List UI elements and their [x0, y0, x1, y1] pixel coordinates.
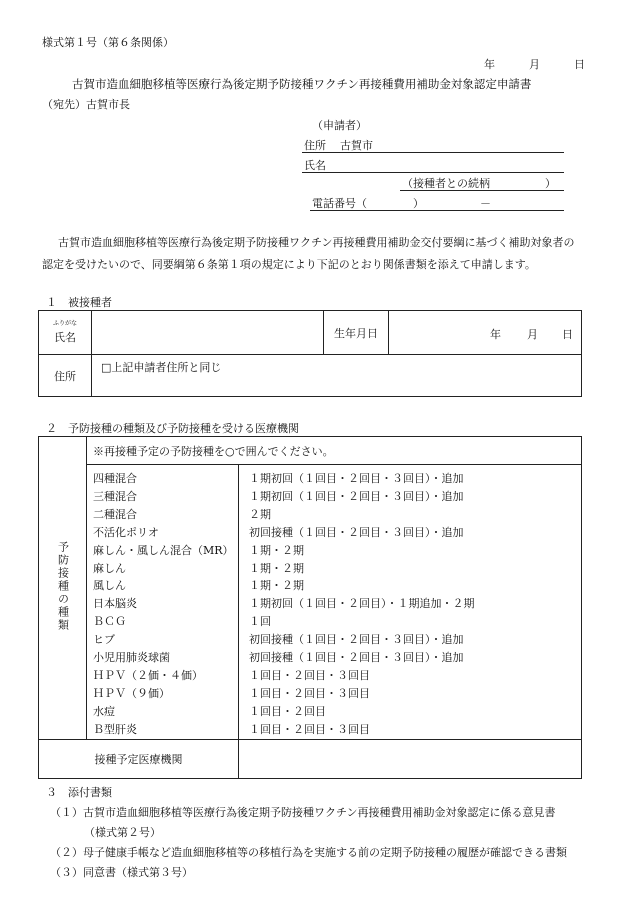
- addressee: （宛先）古賀市長: [42, 98, 130, 111]
- recipient-name-field[interactable]: [92, 311, 324, 355]
- phone-mid: ）: [413, 197, 424, 210]
- birth-month: 月: [527, 328, 538, 341]
- vaccine-name[interactable]: 水痘: [93, 704, 115, 718]
- birth-year: 年: [490, 328, 501, 341]
- vaccine-row-name: [87, 506, 238, 524]
- applicant-relation-line: [400, 190, 564, 191]
- vaccine-schedule[interactable]: １回目・２回目・３回目: [249, 686, 370, 700]
- facility-label: 接種予定医療機関: [39, 740, 239, 779]
- vaccine-schedule[interactable]: １回目・２回目・３回目: [249, 722, 370, 736]
- section3-heading: ３ 添付書類: [46, 786, 112, 799]
- vaccine-row-name: [87, 721, 238, 739]
- phone-label: 電話番号（: [312, 197, 367, 210]
- vaccine-row-name: [87, 613, 238, 631]
- birthdate-field[interactable]: [389, 311, 582, 355]
- vaccine-row-name: [87, 542, 238, 560]
- section1-heading: １ 被接種者: [46, 296, 112, 309]
- vaccine-name[interactable]: Ｂ型肝炎: [93, 722, 137, 736]
- vaccine-row-schedule: [239, 595, 581, 613]
- vaccine-row-schedule: [239, 649, 581, 667]
- vaccine-name[interactable]: 風しん: [93, 579, 126, 593]
- vaccine-table: [38, 436, 582, 779]
- vaccine-name[interactable]: 麻しん: [93, 561, 126, 575]
- applicant-address-label: 住所: [304, 139, 326, 152]
- vaccine-schedule[interactable]: １期初回（１回目・２回目）・１期追加・２期: [249, 597, 475, 611]
- vaccine-name[interactable]: 日本脳炎: [93, 597, 137, 611]
- vaccine-schedule[interactable]: １回目・２回目・３回目: [249, 668, 370, 682]
- vaccine-row-schedule: [239, 542, 581, 560]
- phone-line: [310, 210, 564, 211]
- vaccine-name[interactable]: 麻しん・風しん混合（MR）: [93, 543, 234, 557]
- vaccine-row-schedule: [239, 631, 581, 649]
- applicant-relation: （接種者との続柄 ）: [402, 177, 556, 190]
- vaccine-type-side-cell: [39, 437, 87, 740]
- page-title: 古賀市造血細胞移植等医療行為後定期予防接種ワクチン再接種費用補助金対象認定申請書: [72, 77, 532, 91]
- birth-day: 日: [562, 328, 573, 341]
- vaccine-schedule[interactable]: １期初回（１回目・２回目・３回目）・追加: [249, 472, 464, 485]
- recipient-address-field[interactable]: [92, 355, 582, 397]
- recipient-table: [38, 310, 582, 397]
- vaccine-schedule[interactable]: １期・２期: [249, 561, 304, 575]
- section2-heading: ２ 予防接種の種類及び予防接種を受ける医療機関: [46, 422, 299, 435]
- vaccine-name[interactable]: 三種混合: [93, 489, 137, 503]
- vaccine-row-schedule: [239, 524, 581, 542]
- applicant-address-value: 古賀市: [340, 139, 373, 152]
- vaccine-row-schedule: [239, 721, 581, 739]
- vaccine-name[interactable]: 四種混合: [93, 472, 137, 485]
- date-month: 月: [529, 58, 540, 71]
- applicant-name-label: 氏名: [304, 159, 326, 172]
- attachment-1: （１）古賀市造血細胞移植等医療行為後定期予防接種ワクチン再接種費用補助金対象認定に係る意見書: [50, 806, 556, 819]
- facility-field[interactable]: [239, 740, 582, 779]
- vaccine-schedule[interactable]: 初回接種（１回目・２回目・３回目）・追加: [249, 633, 464, 647]
- phone-dash: －: [480, 197, 491, 210]
- vaccine-schedule[interactable]: １回: [249, 615, 271, 629]
- vaccine-row-name: [87, 488, 238, 506]
- vaccine-schedule[interactable]: １期・２期: [249, 543, 304, 557]
- vaccine-schedule-cell: [239, 465, 582, 740]
- furigana-label: ふりがな: [52, 320, 77, 327]
- vaccine-row-name: [87, 577, 238, 595]
- vaccine-row-name: [87, 631, 238, 649]
- vaccine-name[interactable]: ＢＣＧ: [93, 615, 126, 629]
- same-address-checkbox[interactable]: □上記申請者住所と同じ: [101, 361, 222, 374]
- vaccine-row-name: [87, 649, 238, 667]
- vaccine-row-name: [87, 595, 238, 613]
- recipient-address-label: 住所: [39, 355, 92, 397]
- vaccine-row-schedule: [239, 506, 581, 524]
- form-number: 様式第１号（第６条関係）: [42, 36, 174, 49]
- intro-line-1: 古賀市造血細胞移植等医療行為後定期予防接種ワクチン再接種費用補助金交付要綱に基づく補助対象者の: [58, 236, 575, 249]
- vaccine-row-name: [87, 524, 238, 542]
- vaccine-type-side-label: 予防接種の種類: [56, 541, 70, 632]
- vaccine-row-schedule: [239, 488, 581, 506]
- intro-line-2: 認定を受けたいので、同要綱第６条第１項の規定により下記のとおり関係書類を添えて申請します。: [42, 258, 536, 271]
- vaccine-row-name: [87, 470, 238, 488]
- vaccine-row-name: [87, 667, 238, 685]
- vaccine-schedule[interactable]: １期初回（１回目・２回目・３回目）・追加: [249, 489, 464, 503]
- vaccine-schedule[interactable]: 初回接種（１回目・２回目・３回目）・追加: [249, 525, 464, 539]
- date-day: 日: [574, 58, 585, 71]
- vaccine-name[interactable]: 二種混合: [93, 507, 137, 521]
- vaccine-schedule[interactable]: ２期: [249, 507, 271, 521]
- vaccine-schedule[interactable]: １期・２期: [249, 579, 304, 593]
- vaccine-row-name: [87, 560, 238, 578]
- vaccine-row-schedule: [239, 703, 581, 721]
- recipient-name-label-cell: [39, 311, 92, 355]
- applicant-address-line: [302, 152, 564, 153]
- vaccine-row-schedule: [239, 560, 581, 578]
- attachment-2: （２）母子健康手帳など造血細胞移植等の移植行為を実施する前の定期予防接種の履歴が確認できる書類: [50, 846, 567, 859]
- vaccine-row-schedule: [239, 685, 581, 703]
- recipient-name-label: 氏名: [54, 330, 76, 344]
- vaccine-name[interactable]: ＨＰＶ（２価・４価）: [93, 668, 203, 682]
- vaccine-schedule[interactable]: １回目・２回目: [249, 704, 326, 718]
- vaccine-name[interactable]: 小児用肺炎球菌: [93, 651, 170, 664]
- vaccine-schedule[interactable]: 初回接種（１回目・２回目・３回目）・追加: [249, 651, 464, 664]
- vaccine-name[interactable]: ＨＰＶ（９価）: [93, 686, 170, 700]
- vaccine-name[interactable]: ヒブ: [93, 633, 115, 647]
- vaccine-row-name: [87, 703, 238, 721]
- attachment-3: （３）同意書（様式第３号）: [50, 866, 193, 879]
- applicant-header: （申請者）: [312, 119, 367, 132]
- vaccine-row-schedule: [239, 470, 581, 488]
- attachment-1-cont: （様式第２号）: [84, 826, 161, 839]
- date-year: 年: [484, 58, 495, 71]
- vaccine-row-schedule: [239, 577, 581, 595]
- birthdate-label: 生年月日: [324, 311, 389, 355]
- vaccine-name[interactable]: 不活化ポリオ: [93, 525, 159, 539]
- vaccine-row-schedule: [239, 667, 581, 685]
- vaccine-row-name: [87, 685, 238, 703]
- vaccine-row-schedule: [239, 613, 581, 631]
- vaccine-note: ※再接種予定の予防接種を○で囲んでください。: [87, 437, 582, 465]
- applicant-name-line: [302, 172, 564, 173]
- vaccine-names-cell: [87, 465, 239, 740]
